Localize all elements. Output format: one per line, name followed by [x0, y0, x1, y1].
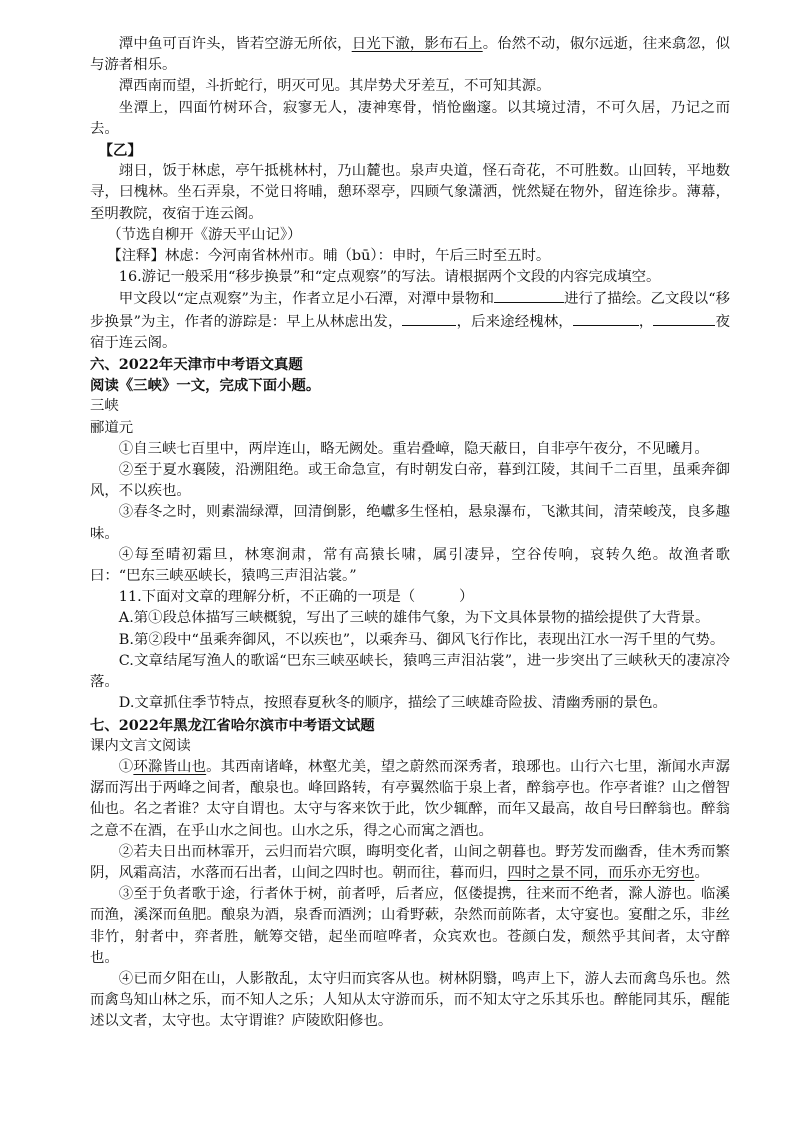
note-label: 【注释】	[107, 248, 165, 265]
sanxia-paragraph-2: ②至于夏水襄陵，沿溯阻绝。或王命急宣，有时朝发白帝，暮到江陵，其间千二百里，虽乘奔御风，不以疾也。	[90, 462, 730, 500]
zuiweng-paragraph-4: ④已而夕阳在山，人影散乱，太守归而宾客从也。树林阴翳，鸣声上下，游人去而禽鸟乐也。然而禽鸟知山林之乐，而不知人之乐；人知从太守游而乐，而不知太守之乐其乐也。醉能同其乐，醒能述以文者，太守也。太守谓谁？庐陵欧阳修也。	[90, 970, 730, 1030]
passage-title: 三峡	[90, 398, 119, 415]
yi-source: （节选自柳开《游天平山记》）	[107, 226, 302, 243]
jia-paragraph-3: 坐潭上，四面竹树环合，寂寥无人，凄神寒骨，悄怆幽邃。以其境过清，不可久居，乃记之而去。	[90, 99, 730, 137]
answer-blank-1[interactable]	[494, 288, 564, 303]
yi-paragraph: 翊日，饭于林虑，亭午抵桃林村，乃山麓也。泉声央道，怪石奇花，不可胜数。山回转，平地数寻，曰槐林。坐石弄泉，不觉日将晡，憩环翠亭，四顾气象潇洒，恍然疑在物外，留连徐步。薄幕，至明教院，夜宿于连云阁。	[90, 163, 730, 222]
sanxia-paragraph-4: ④每至晴初霜旦，林寒涧肃，常有高猿长啸，属引凄异，空谷传响，哀转久绝。故渔者歌曰：“巴东三峡巫峡长，猿鸣三声泪沾裳。”	[90, 546, 730, 585]
sanxia-paragraph-3: ③春冬之时，则素湍绿潭，回清倒影，绝巘多生怪柏，悬泉瀑布，飞漱其间，清荣峻茂，良多趣味。	[90, 504, 730, 542]
option-d: D.文章抓住季节特点，按照春夏秋冬的顺序，描绘了三峡雄奇险拔、清幽秀丽的景色。	[118, 695, 667, 712]
answer-blank-2[interactable]	[402, 311, 456, 326]
underlined-phrase: 四时之景不同，而乐亦无穷也	[507, 864, 695, 881]
underlined-phrase: 日光下澈，影布石上	[351, 36, 483, 52]
yi-label: 【乙】	[98, 142, 142, 160]
section-6-heading: 六、2022年天津市中考语文真题	[90, 356, 303, 374]
option-b: B.第②段中“虽乘奔御风，不以疾也”，以乘奔马、御风飞行作比，表现出江水一泻千里的气势。	[118, 631, 725, 648]
answer-blank-3[interactable]	[573, 311, 639, 326]
underlined-phrase: 环滁皆山也	[133, 758, 207, 775]
jia-paragraph-1: 潭中鱼可百许头，皆若空游无所依，日光下澈，影布石上。佁然不动，俶尔远逝，往来翕忽，似与游者相乐。	[90, 36, 730, 74]
answer-blank-4[interactable]	[653, 311, 715, 326]
jia-paragraph-2: 潭西南而望，斗折蛇行，明灭可见。其岸势犬牙差互，不可知其源。	[118, 78, 551, 95]
section-7-heading: 七、2022年黑龙江省哈尔滨市中考语文试题	[90, 716, 375, 734]
yi-note: 【注释】林虑：今河南省林州市。晡（bū）：申时，午后三时至五时。	[107, 248, 551, 265]
zuiweng-paragraph-2: ②若夫日出而林霏开，云归而岩穴暝，晦明变化者，山间之朝暮也。野芳发而幽香，佳木秀而繁阴，风霜高洁，水落而石出者，山间之四时也。朝而往，暮而归，四时之景不同，而乐亦无穷也。	[90, 843, 730, 881]
option-c: C.文章结尾写渔人的歌谣“巴东三峡巫峡长，猿鸣三声泪沾裳”，进一步突出了三峡秋天的凄凉冷落。	[90, 652, 730, 691]
question-16-fill: 甲文段以“定点观察”为主，作者立足小石潭，对潭中景物和 进行了描绘。乙文段以“移步换景”为主，作者的游踪是：早上从林虑出发， ，后来途经槐林， ， 夜宿于连云阁。	[90, 288, 730, 354]
section-7-intro: 课内文言文阅读	[90, 737, 191, 754]
zuiweng-paragraph-3: ③至于负者歌于途，行者休于树，前者呼，后者应，伛偻提携，往来而不绝者，滁人游也。临溪而渔，溪深而鱼肥。酿泉为酒，泉香而酒洌；山肴野蔌，杂然而前陈者，太守宴也。宴酣之乐，非丝非竹，射者中，弈者胜，觥筹交错，起坐而喧哗者，众宾欢也。苍颜白发，颓然乎其间者，太守醉也。	[90, 886, 730, 966]
question-16-stem: 16.游记一般采用“移步换景”和“定点观察”的写法。请根据两个文段的内容完成填空。	[118, 269, 661, 286]
question-11-stem: 11.下面对文章的理解分析，不正确的一项是（ ）	[118, 589, 474, 606]
passage-author: 郦道元	[90, 419, 134, 436]
section-6-intro: 阅读《三峡》一文，完成下面小题。	[90, 377, 321, 395]
sanxia-paragraph-1: ①自三峡七百里中，两岸连山，略无阙处。重岩叠嶂，隐天蔽日，自非亭午夜分，不见曦月。	[118, 440, 709, 457]
document-page	[90, 34, 730, 1033]
option-a: A.第①段总体描写三峡概貌，写出了三峡的雄伟气象，为下文具体景物的描绘提供了大背景。	[118, 610, 710, 627]
zuiweng-paragraph-1: ①环滁皆山也。其西南诸峰，林壑尤美，望之蔚然而深秀者，琅琊也。山行六七里，渐闻水声潺潺而泻出于两峰之间者，酿泉也。峰回路转，有亭翼然临于泉上者，醉翁亭也。作亭者谁？山之僧智仙也。名之者谁？太守自谓也。太守与客来饮于此，饮少辄醉，而年又最高，故自号曰醉翁也。醉翁之意不在酒，在乎山水之间也。山水之乐，得之心而寓之酒也。	[90, 758, 730, 839]
